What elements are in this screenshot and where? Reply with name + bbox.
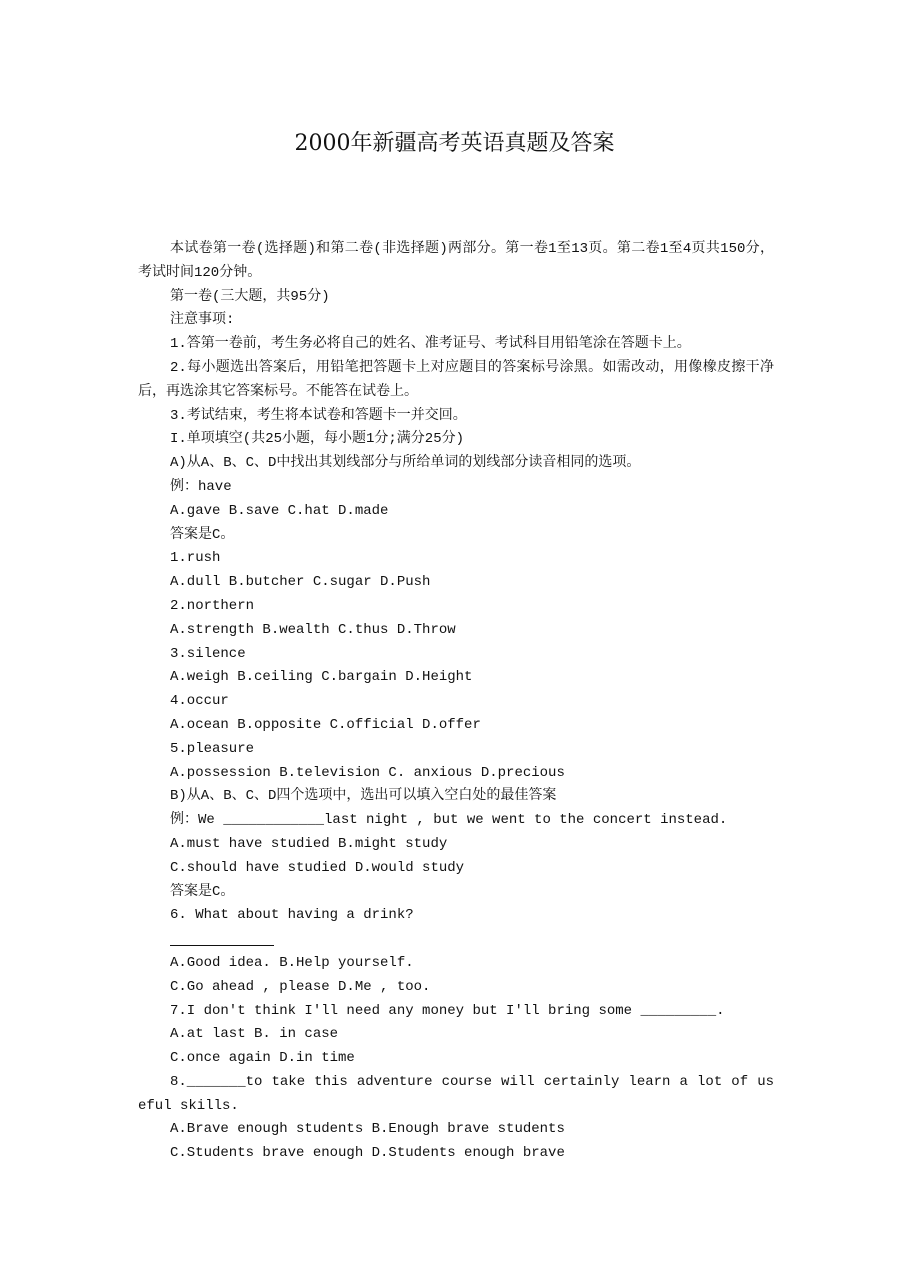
question-8-options-ab: A.Brave enough students B.Enough brave students: [170, 1121, 565, 1138]
example-b-answer: 答案是C。: [170, 883, 235, 900]
document-title: 2000年新疆高考英语真题及答案: [294, 131, 615, 156]
question-3: 3.silence: [170, 645, 246, 662]
question-5: 5.pleasure: [170, 740, 255, 757]
example-b-options-ab: A.must have studied B.might study: [170, 835, 448, 852]
note-1: 1.答第一卷前，考生务必将自己的姓名、准考证号、考试科目用铅笔涂在答题卡上。: [170, 336, 691, 353]
example-options: A.gave B.save C.hat D.made: [170, 502, 389, 519]
question-6-options-cd: C.Go ahead , please D.Me , too.: [170, 978, 431, 995]
document-body: [138, 238, 774, 1166]
example-answer: 答案是C。: [170, 526, 235, 543]
question-3-options: A.weigh B.ceiling C.bargain D.Height: [170, 669, 473, 686]
question-8: 8._______to take this adventure course will certainly learn a lot of useful skills.: [138, 1073, 774, 1114]
note-3: 3.考试结束，考生将本试卷和答题卡一并交回。: [170, 407, 467, 424]
example-word: 例：have: [170, 478, 232, 495]
section-b-instructions: B)从A、B、C、D四个选项中，选出可以填入空白处的最佳答案: [170, 788, 557, 805]
part-one-heading: 第一卷(三大题，共95分): [170, 288, 330, 305]
question-2-options: A.strength B.wealth C.thus D.Throw: [170, 621, 456, 638]
question-7-options-cd: C.once again D.in time: [170, 1050, 355, 1067]
answer-blank-line: [170, 928, 774, 952]
question-8-options-cd: C.Students brave enough D.Students enough brave: [170, 1145, 565, 1162]
question-5-options: A.possession B.television C. anxious D.precious: [170, 764, 565, 781]
note-2: 2.每小题选出答案后，用铅笔把答题卡上对应题目的答案标号涂黑。如需改动，用像橡皮擦干净后，再选涂其它答案标号。不能答在试卷上。: [138, 359, 774, 400]
question-6: 6. What about having a drink?: [170, 907, 414, 924]
question-4-options: A.ocean B.opposite C.official D.offer: [170, 716, 481, 733]
question-4: 4.occur: [170, 693, 229, 710]
question-2: 2.northern: [170, 597, 255, 614]
question-6-options-ab: A.Good idea. B.Help yourself.: [170, 954, 414, 971]
notes-heading: 注意事项:: [170, 312, 235, 329]
question-1-options: A.dull B.butcher C.sugar D.Push: [170, 574, 431, 591]
example-b-sentence: 例：We ____________last night , but we went to the concert instead.: [170, 812, 728, 829]
question-7-options-ab: A.at last B. in case: [170, 1026, 339, 1043]
example-b-options-cd: C.should have studied D.would study: [170, 859, 465, 876]
question-1: 1.rush: [170, 550, 221, 567]
question-7: 7.I don't think I'll need any money but I'll bring some _________.: [170, 1002, 725, 1019]
intro-paragraph: 本试卷第一卷(选择题)和第二卷(非选择题)两部分。第一卷1至13页。第二卷1至4页共150分，考试时间120分钟。: [138, 241, 774, 281]
section-a-instructions: A)从A、B、C、D中找出其划线部分与所给单词的划线部分读音相同的选项。: [170, 455, 641, 472]
section-i-heading: I.单项填空(共25小题，每小题1分;满分25分): [170, 431, 465, 448]
